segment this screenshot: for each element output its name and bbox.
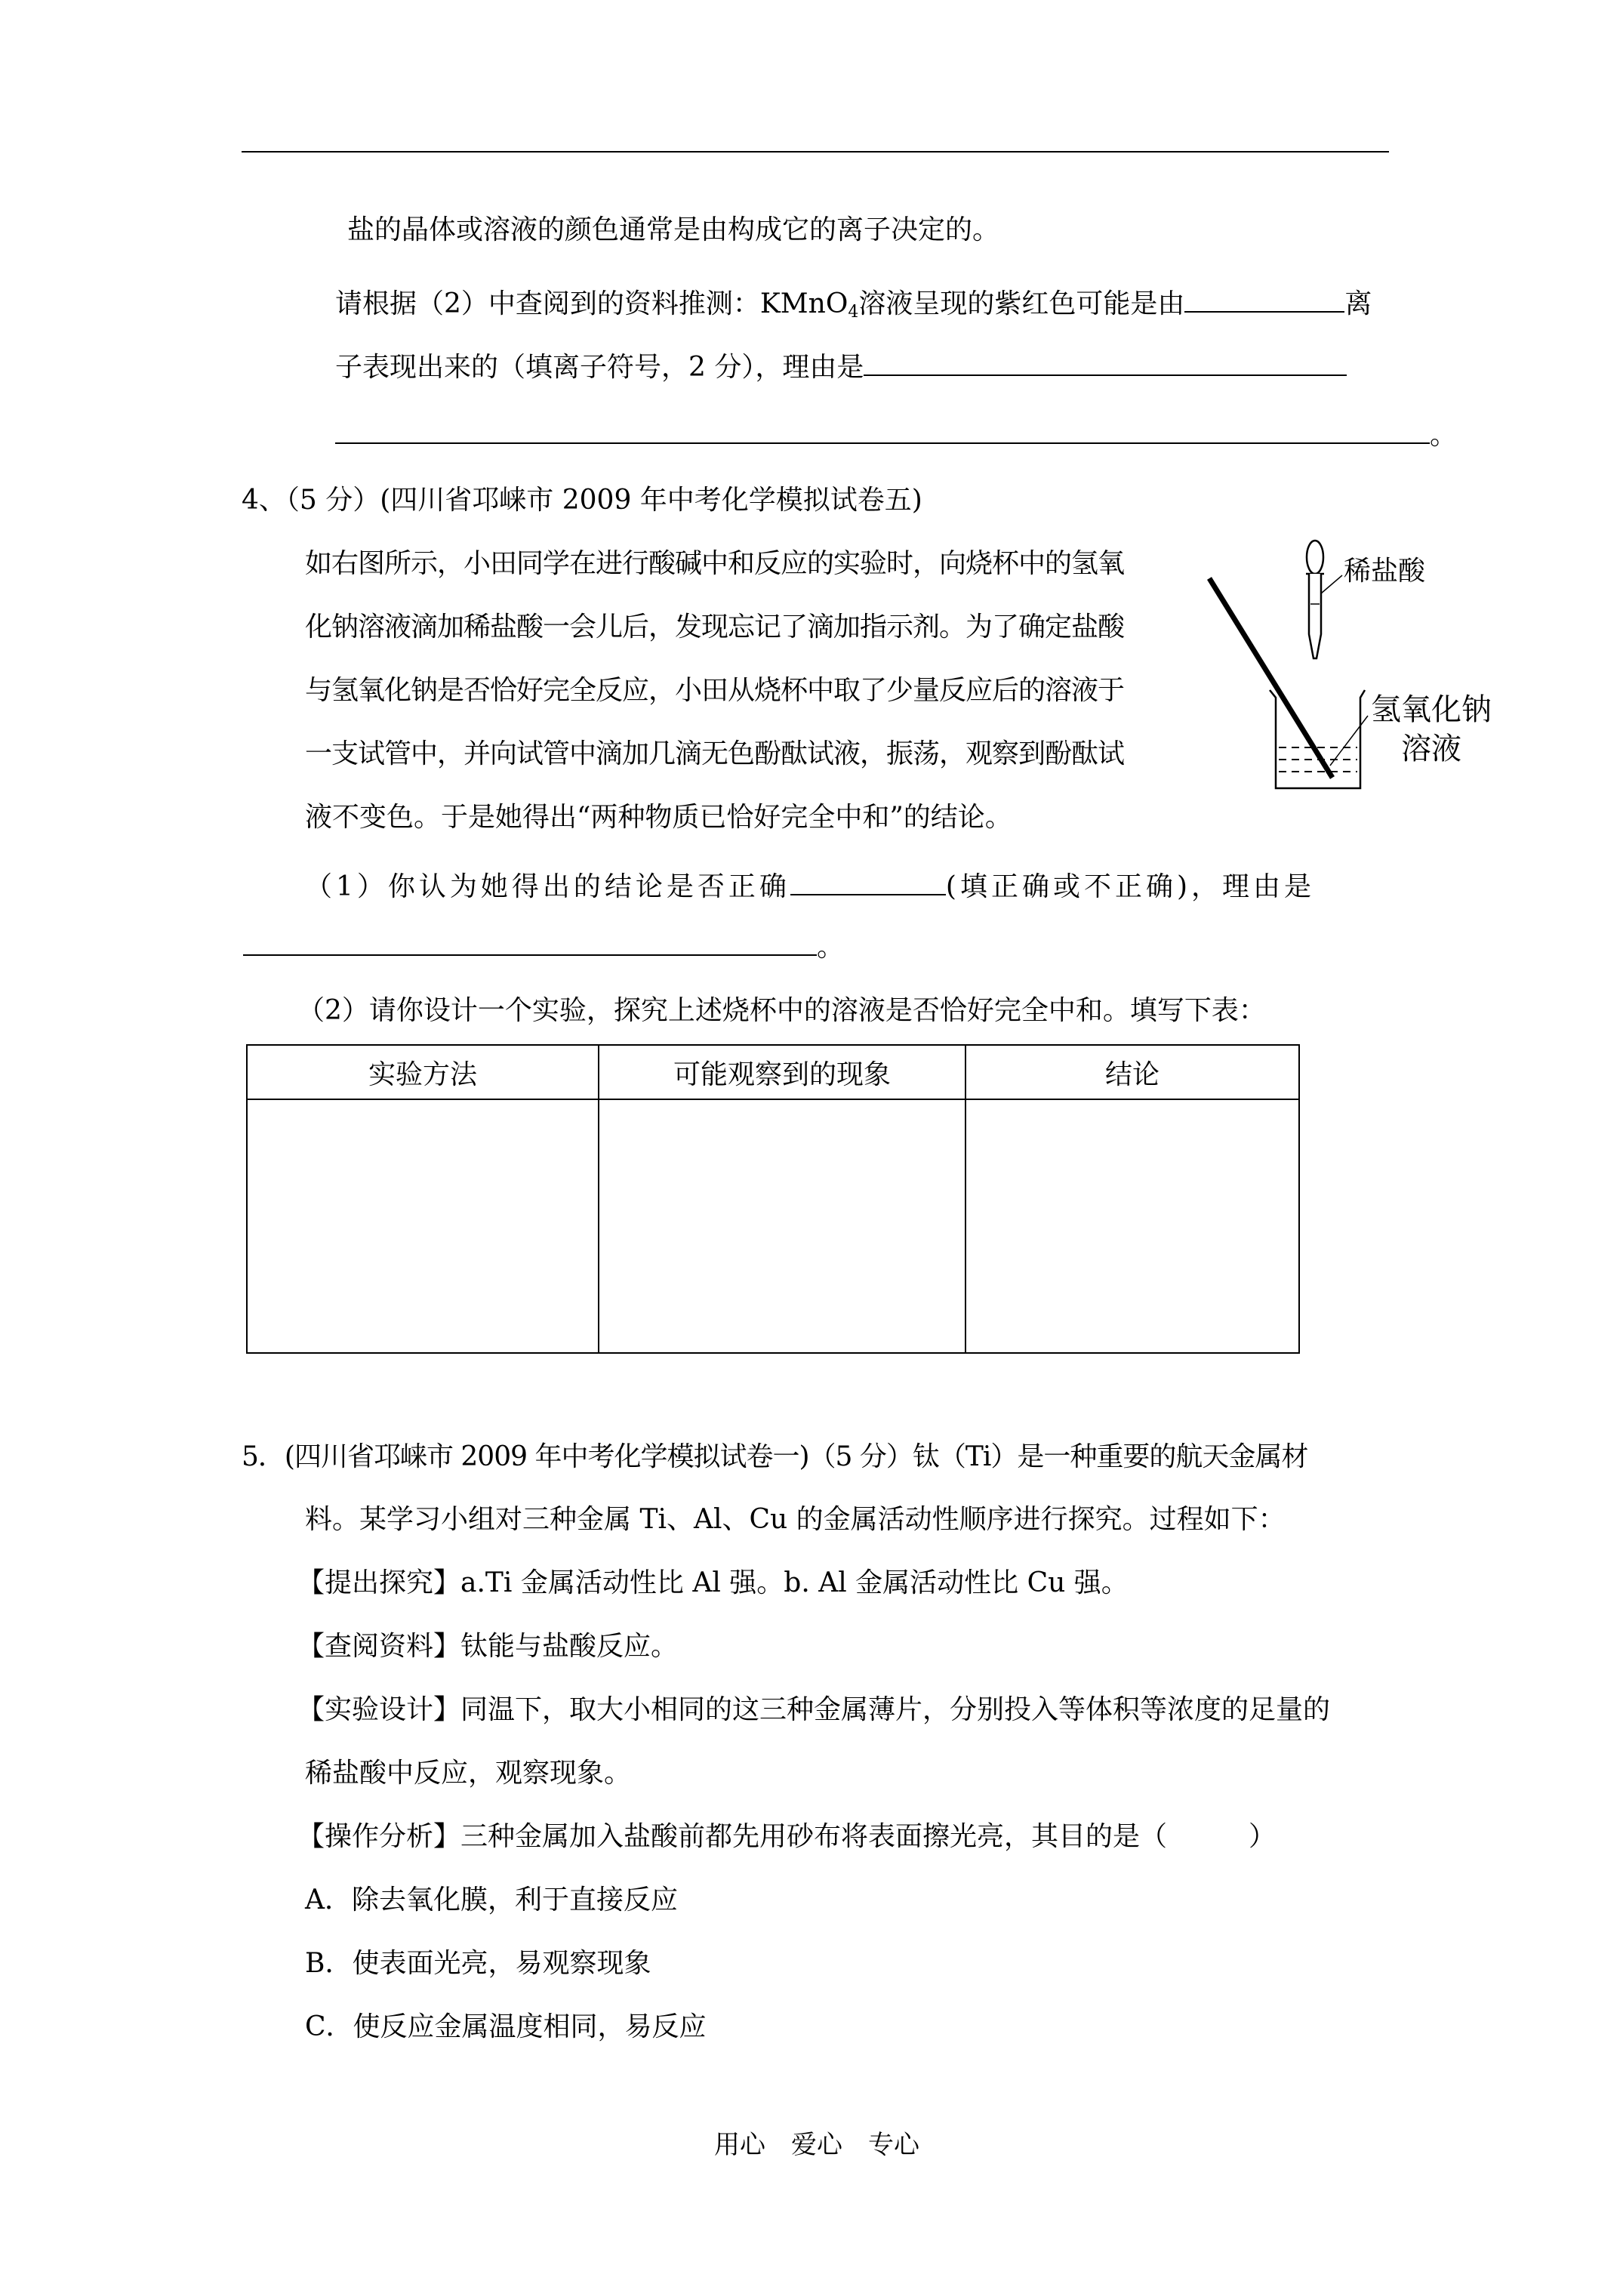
base-leader xyxy=(1330,716,1368,766)
q4-header: 4、（5 分）(四川省邛崃市 2009 年中考化学模拟试卷五) xyxy=(242,485,922,516)
dropper-bulb xyxy=(1307,541,1323,574)
conclusion-answer-blank[interactable] xyxy=(790,867,946,895)
q4-body-line: 一支试管中，并向试管中滴加几滴无色酚酞试液，振荡，观察到酚酞试 xyxy=(305,738,1125,769)
label-naoh-2: 溶液 xyxy=(1401,732,1461,766)
experiment-diagram xyxy=(1193,521,1525,808)
conclusion-reason-blank[interactable] xyxy=(243,927,817,956)
q5-lookup: 【查阅资料】钛能与盐酸反应。 xyxy=(297,1631,679,1662)
q4-sub1-line xyxy=(305,867,1315,906)
experiment-table xyxy=(246,1044,1300,1354)
inference-line-3 xyxy=(335,415,1457,455)
table-header-conclusion: 结论 xyxy=(965,1045,1299,1099)
salt-color-note: 盐的晶体或溶液的颜色通常是由构成它的离子决定的。 xyxy=(347,214,1000,245)
inference-line-1 xyxy=(335,284,1372,323)
label-dilute-hcl: 稀盐酸 xyxy=(1344,556,1426,587)
q4-sub1-text-b: (填正确或不正确)，理由是 xyxy=(945,871,1315,902)
q5-design: 【实验设计】同温下，取大小相同的这三种金属薄片，分别投入等体积等浓度的足量的 xyxy=(297,1694,1331,1725)
table-row xyxy=(247,1099,1299,1353)
reason-answer-blank-1[interactable] xyxy=(864,347,1347,376)
q4-body-line: 化钠溶液滴加稀盐酸一会儿后，发现忘记了滴加指示剂。为了确定盐酸 xyxy=(305,612,1125,643)
method-cell[interactable] xyxy=(247,1099,599,1353)
q5-propose: 【提出探究】a.Ti 金属活动性比 Al 强。b. Al 金属活动性比 Cu 强。 xyxy=(297,1567,1129,1598)
q4-sub1-end: 。 xyxy=(817,932,845,963)
q5-option-c[interactable]: C．使反应金属温度相同，易反应 xyxy=(305,2011,707,2042)
conclusion-cell[interactable] xyxy=(965,1099,1299,1353)
q5-header: 5．(四川省邛崃市 2009 年中考化学模拟试卷一)（5 分）钛（Ti）是一种重要的航天金属材 xyxy=(242,1441,1308,1472)
table-header-row xyxy=(247,1045,1299,1099)
q4-sub1-reason-line xyxy=(243,927,844,966)
ion-answer-blank[interactable] xyxy=(1184,284,1344,313)
q4-sub2: （2）请你设计一个实验，探究上述烧杯中的溶液是否恰好完全中和。填写下表： xyxy=(297,995,1266,1026)
q4-body-line: 如右图所示，小田同学在进行酸碱中和反应的实验时，向烧杯中的氢氧 xyxy=(305,548,1125,579)
inference-text-c: 离 xyxy=(1344,288,1372,319)
q5-option-a[interactable]: A．除去氧化膜，利于直接反应 xyxy=(305,1885,678,1915)
inference-line-2 xyxy=(335,347,1347,387)
q5-analysis: 【操作分析】三种金属加入盐酸前都先用砂布将表面擦光亮，其目的是（ ） xyxy=(297,1821,1277,1852)
header-rule xyxy=(242,151,1389,153)
q4-body-line: 与氢氧化钠是否恰好完全反应，小田从烧杯中取了少量反应后的溶液于 xyxy=(305,675,1125,706)
table-header-phenomenon: 可能观察到的现象 xyxy=(599,1045,965,1099)
inference-line-2-text: 子表现出来的（填离子符号，2 分），理由是 xyxy=(335,352,864,383)
reason-answer-blank-2[interactable] xyxy=(335,415,1430,444)
inference-line-3-end: 。 xyxy=(1430,420,1458,451)
inference-text-b: 溶液呈现的紫红色可能是由 xyxy=(858,288,1185,319)
label-naoh-1: 氢氧化钠 xyxy=(1371,692,1492,727)
q4-sub1-text-a: （1）你认为她得出的结论是否正确 xyxy=(305,871,790,902)
page-footer: 用心 爱心 专心 xyxy=(714,2130,919,2160)
table-header-method: 实验方法 xyxy=(247,1045,599,1099)
q4-body-line: 液不变色。于是她得出“两种物质已恰好完全中和”的结论。 xyxy=(305,802,1012,833)
acid-leader xyxy=(1321,575,1342,593)
q5-design-cont: 稀盐酸中反应，观察现象。 xyxy=(305,1758,632,1789)
inference-text-a: 请根据（2）中查阅到的资料推测：KMnO xyxy=(335,288,848,319)
q5-option-b[interactable]: B．使表面光亮，易观察现象 xyxy=(305,1948,651,1979)
phenomenon-cell[interactable] xyxy=(599,1099,965,1353)
q5-header-cont: 料。某学习小组对三种金属 Ti、Al、Cu 的金属活动性顺序进行探究。过程如下： xyxy=(305,1504,1286,1535)
dropper-tube xyxy=(1309,574,1321,658)
inference-subscript: 4 xyxy=(848,303,859,322)
